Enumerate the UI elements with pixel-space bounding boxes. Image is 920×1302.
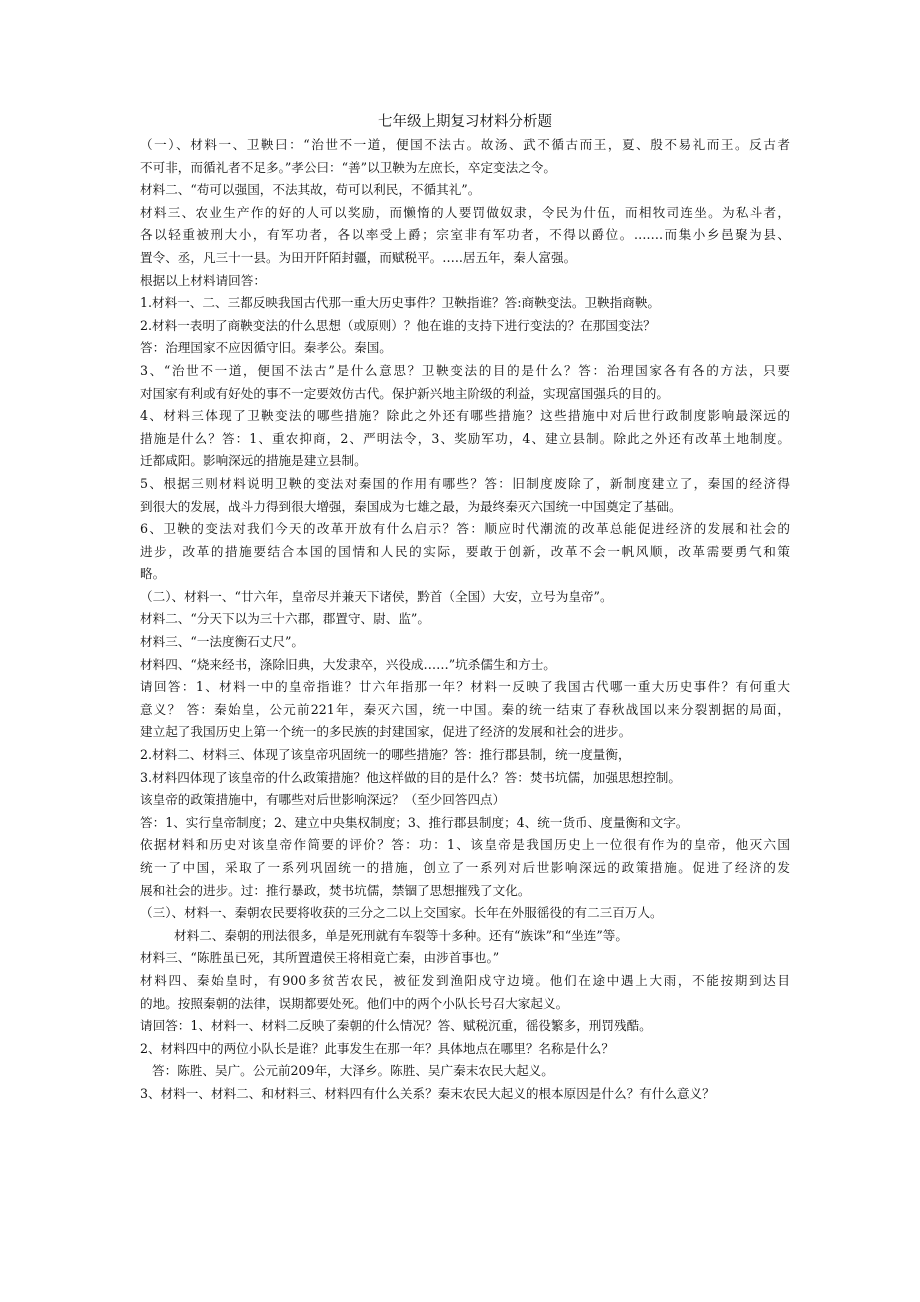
text-line: 略。 [140, 566, 166, 582]
text-line: 5、根据三则材料说明卫鞅的变法对秦国的作用有哪些？答：旧制度废除了，新制度建立了，秦国的经济得 [140, 475, 790, 491]
text-line: 4、材料三体现了卫鞅变法的哪些措施？除此之外还有哪些措施？这些措施中对后世行政制度影响最深远的 [140, 408, 790, 424]
document-title: 七年级上期复习材料分析题 [378, 114, 552, 130]
text-line: 该皇帝的政策措施中，有哪些对后世影响深远？（至少回答四点） [140, 792, 506, 808]
text-line: 3.材料四体现了该皇帝的什么政策措施？他这样做的目的是什么？答：焚书坑儒，加强思想控制。 [140, 769, 681, 785]
text-line: 2.材料二、材料三、体现了该皇帝巩固统一的哪些措施？答：推行郡县制，统一度量衡， [140, 747, 631, 763]
text-line: 答：治理国家不应因循守旧。秦孝公。秦国。 [140, 340, 392, 356]
text-line: 3、“治世不一道，便国不法古”是什么意思？卫鞅变法的目的是什么？答：治理国家各有各的方法，只要 [140, 362, 790, 378]
text-line: 各以轻重被刑大小，有军功者，各以率受上爵；宗室非有军功者，不得以爵位。…….而集小乡邑聚为县、 [140, 227, 790, 243]
text-line: 材料三、“一法度衡石丈尺”。 [140, 634, 305, 650]
text-line: 材料四、“烧来经书，涤除旧典，大发隶卒，兴役成……”坑杀儒生和方士。 [140, 656, 556, 672]
text-line: 进步，改革的措施要结合本国的国情和人民的实际，要敢于创新，改革不会一帆风顺，改革需要勇气和策 [140, 543, 790, 559]
text-line: 2.材料一表明了商鞅变法的什么思想（或原则）？他在谁的支持下进行变法的？在那国变法？ [140, 317, 656, 333]
text-line: 请回答：1、材料一中的皇帝指谁？廿六年指那一年？材料一反映了我国古代哪一重大历史事件？有何重大 [140, 679, 790, 695]
text-line: 对国家有利或有好处的事不一定要效仿古代。保护新兴地主阶级的利益，实现富国强兵的目的。 [140, 385, 669, 401]
text-line: 3、材料一、材料二、和材料三、材料四有什么关系？秦末农民大起义的根本原因是什么？有什么意义？ [140, 1085, 715, 1101]
text-line: 材料四、秦始皇时，有900多贫苦农民，被征发到渔阳戍守边境。他们在途中遇上大雨，不能按期到达目 [140, 972, 790, 988]
text-line: 2、材料四中的两位小队长是谁？此事发生在那一年？具体地点在哪里？名称是什么？ [140, 1040, 614, 1056]
text-line: 请回答：1、材料一、材料二反映了秦朝的什么情况？答、赋税沉重，徭役繁多，刑罚残酷。 [140, 1018, 652, 1034]
text-line: 的地。按照秦朝的法律，误期都要处死。他们中的两个小队长号召大家起义。 [140, 995, 569, 1011]
text-line: 不可非，而循礼者不足多。”孝公曰：“善”以卫鞅为左庶长，卒定变法之令。 [140, 159, 557, 175]
document-page [140, 110, 790, 1106]
text-line: 材料二、秦朝的刑法很多，单是死刑就有车裂等十多种。还有“族诛”和“坐连”等。 [174, 927, 628, 943]
text-line: （二）、材料一、“廿六年，皇帝尽并兼天下诸侯，黔首（全国）大安，立号为皇帝”。 [140, 588, 613, 604]
document-body [140, 134, 790, 1106]
text-line: 材料二、“苟可以强国，不法其故，苟可以利民，不循其礼”。 [140, 182, 481, 198]
text-line: 材料二、“分天下以为三十六郡，郡置守、尉、监”。 [140, 611, 430, 627]
text-line: 迁都咸阳。影响深远的措施是建立县制。 [140, 453, 367, 469]
text-line: 答：陈胜、吴广。公元前209年，大泽乡。陈胜、吴广秦末农民大起义。 [152, 1063, 554, 1079]
text-line: 展和社会的进步。过：推行暴政，焚书坑儒，禁锢了思想摧残了文化。 [140, 882, 531, 898]
text-line: 材料三、农业生产作的好的人可以奖励，而懒惰的人要罚做奴隶，令民为什伍，而相牧司连坐。为私斗者， [140, 204, 790, 220]
text-line: 统一了中国，采取了一系列巩固统一的措施，创立了一系列对后世影响深远的政策措施。促进了经济的发 [140, 860, 790, 875]
text-line: 建立起了我国历史上第一个统一的多民族的封建国家，促进了经济的发展和社会的进步。 [140, 724, 632, 740]
text-line: 1.材料一、二、三都反映我国古代那一重大历史事件？卫鞅指谁？答:商鞅变法。卫鞅指商鞅。 [140, 295, 661, 311]
text-line: 材料三、“陈胜虽已死，其所置遣侯王将相竟亡秦，由涉首事也。” [140, 950, 500, 966]
text-line: 根据以上材料请回答： [140, 272, 266, 288]
text-line: 置令、丞，凡三十一县。为田开阡陌封疆，而赋税平。…..居五年，秦人富强。 [140, 249, 577, 265]
text-line: （三）、材料一、秦朝农民要将收获的三分之二以上交国家。长年在外服徭役的有二三百万人。 [140, 905, 663, 921]
text-line: （一）、材料一、卫鞅曰：“治世不一道，便国不法古。故汤、武不循古而王，夏、殷不易礼而王。反古者 [140, 137, 790, 152]
text-line: 到很大的发展，战斗力得到很大增强，秦国成为七雄之最，为最终秦灭六国统一中国奠定了基础。 [140, 498, 682, 514]
text-line: 答：1、实行皇帝制度；2、建立中央集权制度；3、推行郡县制度；4、统一货币、度量衡和文字。 [140, 814, 689, 830]
text-line: 6、卫鞅的变法对我们今天的改革开放有什么启示？答：顺应时代潮流的改革总能促进经济的发展和社会的 [140, 521, 790, 537]
text-line: 依据材料和历史对该皇帝作简要的评价？答：功：1、该皇帝是我国历史上一位很有作为的皇帝，他灭六国 [140, 837, 790, 853]
text-line: 措施是什么？答：1、重农抑商，2、严明法令，3、奖励军功，4、建立县制。除此之外还有改革土地制度。 [140, 430, 790, 446]
text-line: 意义？ 答：秦始皇，公元前221年，秦灭六国，统一中国。秦的统一结束了春秋战国以来分裂割据的局面， [140, 701, 790, 717]
